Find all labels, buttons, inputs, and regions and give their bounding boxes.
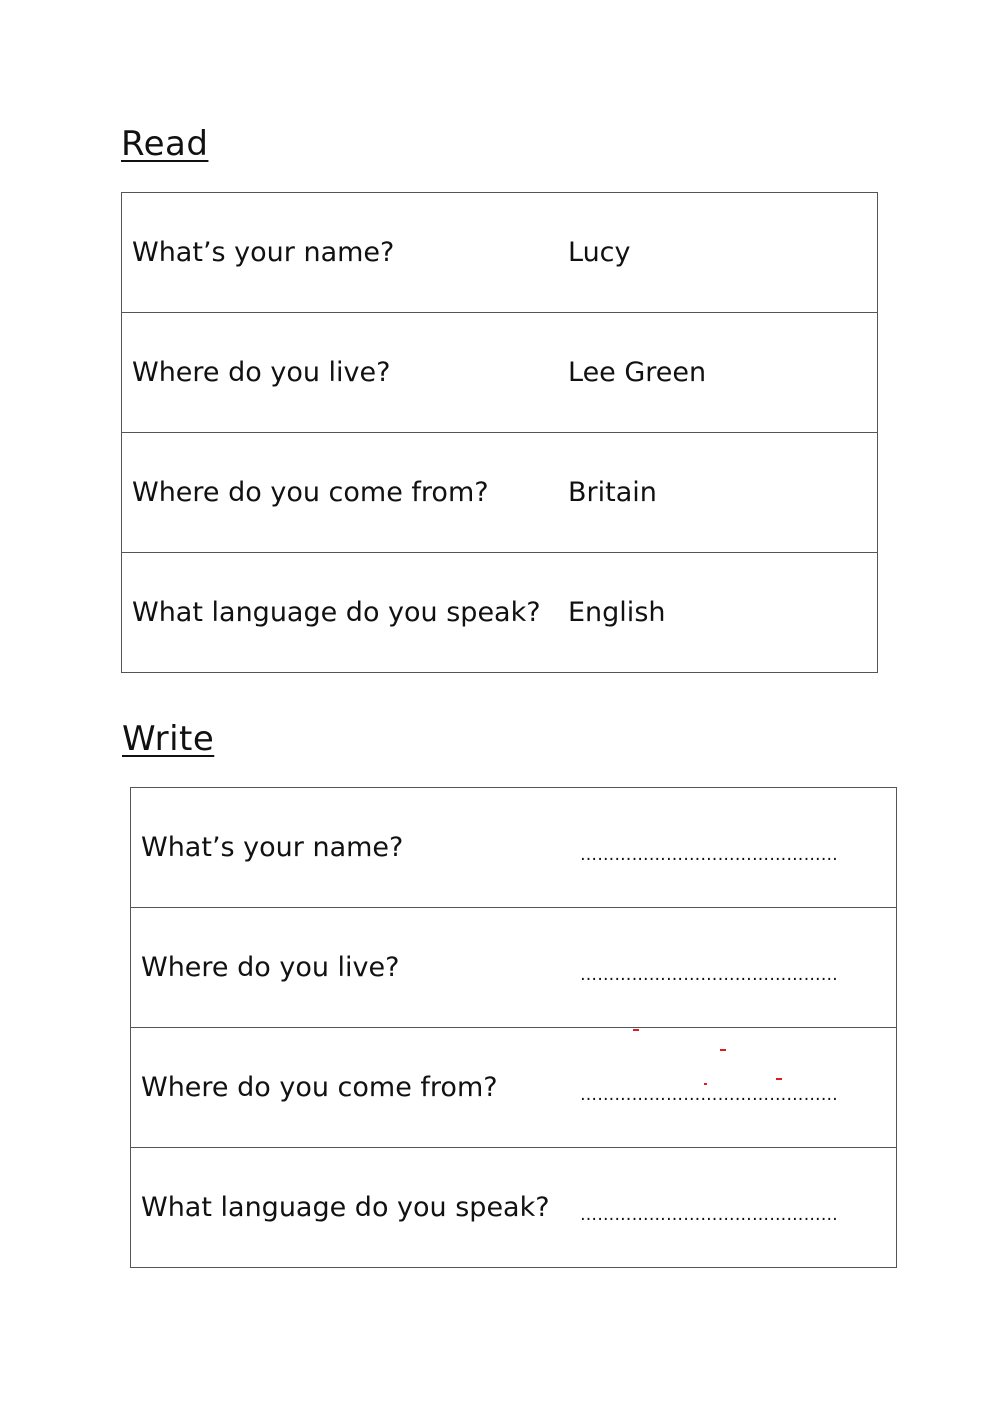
- write-question: Where do you live?: [131, 908, 581, 1028]
- answer-blank[interactable]: ………………………………………: [580, 965, 838, 985]
- table-row: [122, 193, 878, 313]
- answer-blank-cell[interactable]: [580, 908, 897, 1028]
- write-question: What language do you speak?: [131, 1148, 581, 1268]
- read-answer: Lucy: [568, 193, 878, 313]
- table-row: [122, 553, 878, 673]
- read-answer: English: [568, 553, 878, 673]
- answer-blank[interactable]: ………………………………………: [580, 1205, 838, 1225]
- read-answer: Britain: [568, 433, 878, 553]
- table-row: [122, 313, 878, 433]
- answer-blank-cell[interactable]: [580, 788, 897, 908]
- answer-blank-cell[interactable]: [580, 1028, 897, 1148]
- table-row: [131, 908, 897, 1028]
- stray-mark: [776, 1078, 782, 1080]
- stray-mark: [633, 1029, 639, 1031]
- answer-blank-cell[interactable]: [580, 1148, 897, 1268]
- read-question: Where do you come from?: [122, 433, 569, 553]
- write-heading: Write: [122, 719, 215, 759]
- stray-mark: [720, 1049, 726, 1051]
- table-row: [131, 1028, 897, 1148]
- table-row: [122, 433, 878, 553]
- read-heading: Read: [121, 124, 209, 164]
- read-question: What’s your name?: [122, 193, 569, 313]
- stray-mark: [704, 1083, 707, 1085]
- read-answer: Lee Green: [568, 313, 878, 433]
- write-table: [130, 787, 897, 1268]
- write-question: What’s your name?: [131, 788, 581, 908]
- read-question: Where do you live?: [122, 313, 569, 433]
- answer-blank[interactable]: ………………………………………: [580, 1085, 838, 1105]
- table-row: [131, 1148, 897, 1268]
- write-question: Where do you come from?: [131, 1028, 581, 1148]
- answer-blank[interactable]: ………………………………………: [580, 845, 838, 865]
- read-question: What language do you speak?: [122, 553, 569, 673]
- read-table: [121, 192, 878, 673]
- table-row: [131, 788, 897, 908]
